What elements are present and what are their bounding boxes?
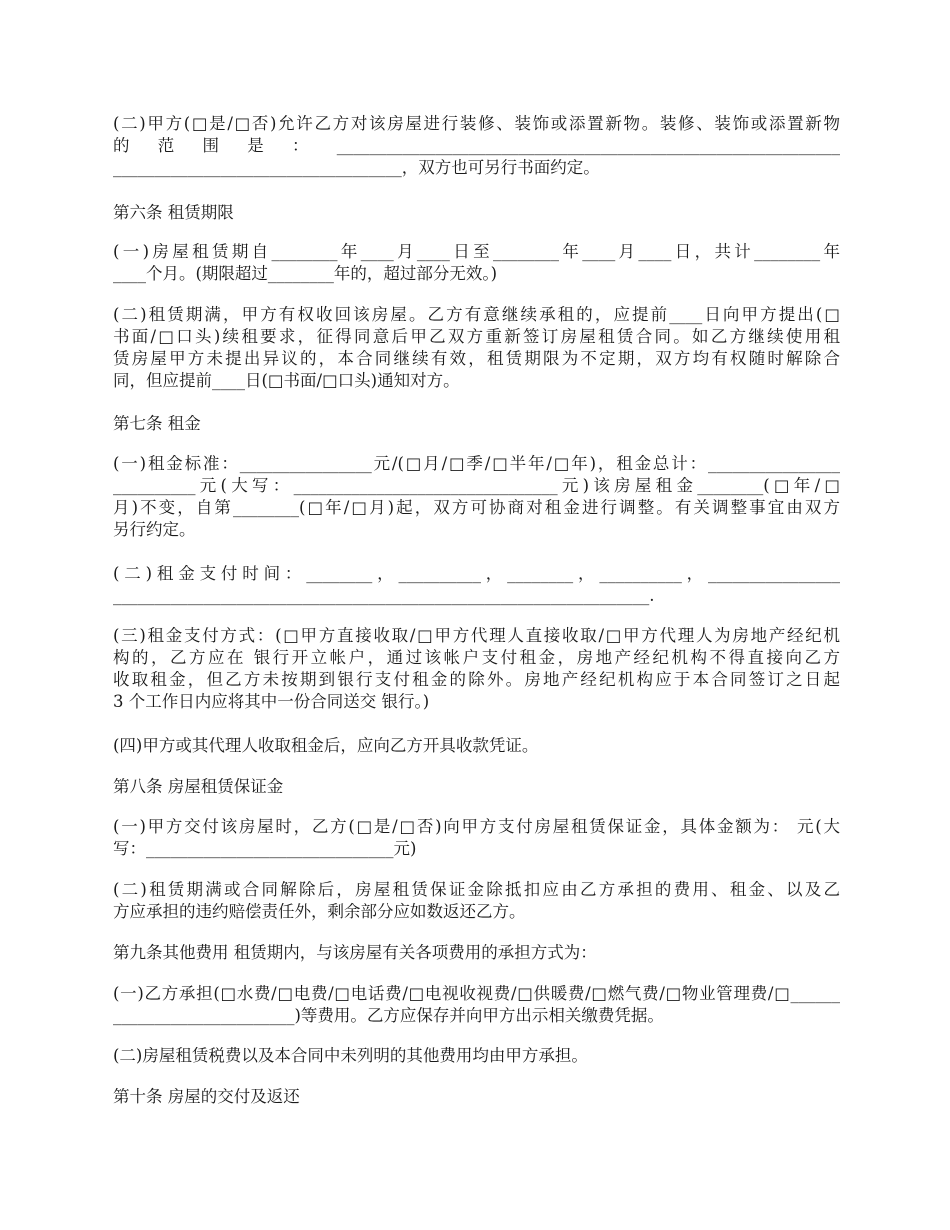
- section-heading: 第六条 租赁期限: [113, 203, 234, 222]
- article-7-item-4-receipt: [113, 735, 840, 757]
- text-line: 的范围是：_____________________________________________________________: [113, 136, 840, 155]
- text-line: 构的，乙方应在 银行开立帐户，通过该帐户支付租金，房地产经纪机构不得直接向乙方: [113, 648, 840, 667]
- text-line: ___________________________________，双方也可另行书面约定。: [113, 158, 600, 177]
- text-line: __________元(大写：________________________________元)该房屋租金________(□年/□: [113, 476, 840, 495]
- text-line: _________________________________________________________________.: [113, 586, 655, 605]
- section-heading: 第七条 租金: [113, 414, 201, 433]
- article-7-heading: [113, 413, 840, 435]
- text-line: ______________________)等费用。乙方应保存并向甲方出示相关缴费凭据。: [113, 1006, 664, 1025]
- article-6-item-1-term: [113, 241, 840, 285]
- article-7-item-2-payment-time: [113, 563, 840, 607]
- article-6-heading: [113, 202, 840, 224]
- section-heading: 第八条 房屋租赁保证金: [113, 777, 284, 796]
- text-line: 3 个工作日内应将其中一份合同送交 银行。): [113, 692, 430, 711]
- article-10-heading: [113, 1086, 840, 1108]
- text-line: 书面/□口头)续租要求，征得同意后甲乙双方重新签订房屋租赁合同。如乙方继续使用租: [113, 327, 840, 346]
- article-8-item-2-deposit-return: [113, 879, 840, 923]
- text-line: 同，但应提前____日(□书面/□口头)通知对方。: [113, 371, 460, 390]
- text-line: (三)租金支付方式：(□甲方直接收取/□甲方代理人直接收取/□甲方代理人为房地产经纪机: [113, 626, 840, 645]
- article-9-item-2-landlord-fees: [113, 1045, 840, 1067]
- text-line: 写：______________________________元): [113, 839, 417, 858]
- text-line: 另行约定。: [113, 520, 196, 539]
- text-line: (四)甲方或其代理人收取租金后，应向乙方开具收款凭证。: [113, 736, 539, 755]
- article-8-heading: [113, 776, 840, 798]
- text-line: ____个月。(期限超过________年的，超过部分无效。): [113, 264, 498, 283]
- section-heading: 第九条其他费用 租赁期内，与该房屋有关各项费用的承担方式为：: [113, 943, 597, 962]
- article-7-item-1-rent-standard: [113, 453, 840, 541]
- article-8-item-1-deposit: [113, 816, 840, 860]
- text-line: 赁房屋甲方未提出异议的，本合同继续有效，租赁期限为不定期，双方均有权随时解除合: [113, 349, 840, 368]
- text-line: 方应承担的违约赔偿责任外，剩余部分应如数返还乙方。: [113, 902, 526, 921]
- text-line: (一)乙方承担(□水费/□电费/□电话费/□电视收视费/□供暖费/□燃气费/□物业管理费/□______: [113, 984, 840, 1003]
- text-line: (二)甲方(□是/□否)允许乙方对该房屋进行装修、装饰或添置新物。装修、装饰或添置新物: [113, 114, 840, 133]
- text-line: (二)租赁期满或合同解除后，房屋租赁保证金除抵扣应由乙方承担的费用、租金、以及乙: [113, 880, 840, 899]
- text-line: (二)租金支付时间：________，__________，________，__________，________________: [113, 564, 840, 583]
- text-line: (二)房屋租赁税费以及本合同中未列明的其他费用均由甲方承担。: [113, 1046, 588, 1065]
- clause-5-item-2-renovation: [113, 113, 840, 179]
- text-line: (二)租赁期满，甲方有权收回该房屋。乙方有意继续承租的，应提前____日向甲方提出(□: [113, 305, 840, 324]
- text-line: (一)房屋租赁期自________年____月____日至________年____月____日，共计________年: [113, 242, 840, 261]
- text-line: (一)甲方交付该房屋时，乙方(□是/□否)向甲方支付房屋租赁保证金，具体金额为： 元(大: [113, 817, 840, 836]
- article-7-item-3-payment-method: [113, 625, 840, 713]
- section-heading: 第十条 房屋的交付及返还: [113, 1087, 300, 1106]
- text-line: 收取租金，但乙方未按期到银行支付租金的除外。房地产经纪机构应于本合同签订之日起: [113, 670, 840, 689]
- text-line: 月)不变，自第________(□年/□月)起，双方可协商对租金进行调整。有关调整事宜由双方: [113, 498, 840, 517]
- article-9-heading: [113, 942, 840, 964]
- text-line: (一)租金标准：________________元/(□月/□季/□半年/□年)，租金总计：________________: [113, 454, 840, 473]
- article-6-item-2-renewal: [113, 304, 840, 392]
- article-9-item-1-tenant-fees: [113, 983, 840, 1027]
